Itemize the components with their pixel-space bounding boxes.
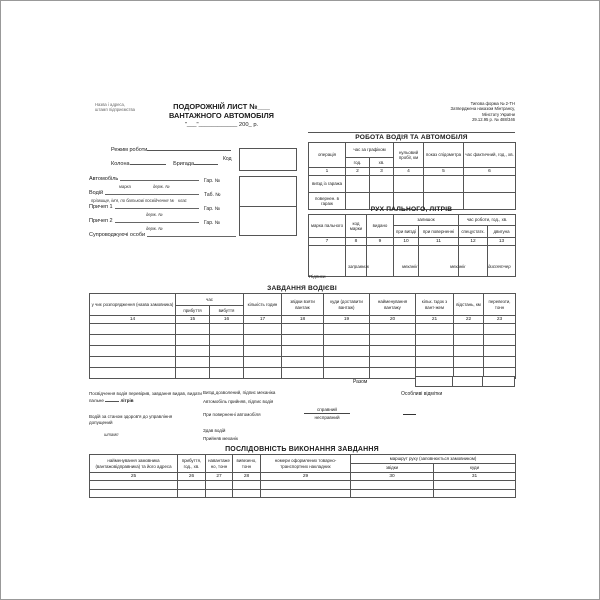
num-20: 20	[370, 316, 416, 324]
num-25: 25	[90, 473, 178, 481]
trailer2-label: Причеп 2	[89, 218, 113, 224]
sequence-empty-row	[90, 481, 516, 490]
work-header-row1	[309, 143, 516, 158]
code-label: Код	[223, 156, 232, 162]
driver-sub-name: прізвище, ім'я, по батькові	[91, 198, 145, 203]
sub-equipment: спецустатк.	[459, 226, 488, 238]
col-hours-count: кількість годин	[244, 294, 282, 316]
signature-mechanic-1: механік	[402, 264, 418, 269]
total-cell-distance	[452, 376, 483, 387]
col-loaded-tons: навантажено, тонн	[206, 455, 233, 473]
col-group-worktime: час роботи, год., хв.	[459, 215, 516, 226]
form-title-line1: ПОДОРОЖНІЙ ЛИСТ №___	[173, 102, 270, 111]
num-3: 3	[370, 168, 394, 176]
trailer1-sub-statenum: держ. №	[146, 212, 163, 217]
num-26: 26	[178, 473, 206, 481]
signature-refueler: заправник	[348, 264, 369, 269]
sequence-numbers-row	[90, 473, 516, 481]
driver-row	[89, 190, 199, 196]
work-table	[308, 142, 516, 210]
dispatcher-note	[89, 391, 202, 404]
vehicle-row	[89, 176, 199, 182]
codes-box-divider	[239, 206, 297, 207]
liters-label: літрів	[120, 397, 134, 403]
driver-sub-class: клас	[178, 198, 187, 203]
num-30: 30	[351, 473, 434, 481]
trailer1-garage-num-label: Гар. №	[204, 206, 221, 212]
num-18: 18	[282, 316, 324, 324]
num-14: 14	[90, 316, 176, 324]
num-1: 1	[309, 168, 346, 176]
trailer2-garage-num-label: Гар. №	[204, 220, 221, 226]
col-fuel-issued: видано	[367, 215, 394, 238]
fuel-numbers-row	[309, 238, 516, 246]
col-actual-time: час фактичний, год., хв.	[464, 143, 516, 168]
work-numbers-row	[309, 168, 516, 176]
col-arrival-time: прибуття, год., хв.	[178, 455, 206, 473]
task-table	[89, 293, 516, 379]
signature-dispatcher: диспетчер	[488, 264, 511, 269]
col-deliver-to: куди (доставити вантаж)	[324, 294, 370, 316]
col-speedometer: показ спідометра	[424, 143, 464, 168]
sub-route-to: куди	[434, 464, 516, 473]
num-28: 28	[233, 473, 261, 481]
vehicle-sub-statenum: держ. №	[153, 184, 170, 189]
stamp-note-line1: Назва і адреса,	[95, 102, 126, 107]
column-label: Колона	[111, 161, 130, 167]
col-distance: відстань, км	[454, 294, 484, 316]
row-return-label: повернен. в гараж	[309, 193, 346, 210]
fuel-table-title: РУХ ПАЛЬНОГО, ЛІТРІВ	[370, 206, 453, 213]
sub-minutes: хв.	[370, 158, 394, 168]
num-9: 9	[367, 238, 394, 246]
num-8: 8	[346, 238, 367, 246]
condition-ok: справний	[304, 407, 350, 414]
work-row-departure	[309, 176, 516, 193]
company-stamp-note	[95, 102, 157, 113]
task-numbers-row	[90, 316, 516, 324]
col-customer: найменування замовника (вантажовідправника) та його адреса	[90, 455, 178, 473]
col-operation: операція	[309, 143, 346, 168]
special-marks-label: Особливі відмітки	[401, 391, 443, 397]
form-reference-block	[391, 101, 515, 122]
code-box	[239, 148, 297, 171]
task-header-row1	[90, 294, 516, 306]
escort-label: Супроводжуючі особи	[89, 232, 146, 238]
sub-arrival: прибуття	[176, 306, 210, 316]
row-departure-label: виїзд із гаража	[309, 176, 346, 193]
fuel-header-row1	[309, 215, 516, 226]
driver-tab-num-label: Таб. №	[204, 192, 221, 198]
sequence-header-row1	[90, 455, 516, 464]
task-table-title: ЗАВДАННЯ ВОДІЄВІ	[267, 285, 337, 292]
sequence-empty-row	[90, 490, 516, 498]
form-title-block	[149, 102, 294, 128]
sub-route-from: звідки	[351, 464, 434, 473]
num-2: 2	[346, 168, 370, 176]
task-table-section	[89, 284, 515, 379]
sub-at-return: при поверненні	[419, 226, 459, 238]
form-title-line2: ВАНТАЖНОГО АВТОМОБІЛЯ	[169, 111, 274, 120]
condition-options	[304, 407, 350, 420]
col-group-schedule: час за графіком	[346, 143, 394, 158]
driver-sub-license: посвідчення №	[145, 198, 175, 203]
work-mode-row	[111, 146, 231, 154]
sub-departure: вибуття	[210, 306, 244, 316]
total-cell-trips	[415, 376, 453, 387]
stamp-placeholder: штамп	[104, 432, 119, 437]
num-16: 16	[210, 316, 244, 324]
work-table-title: РОБОТА ВОДІЯ ТА АВТОМОБІЛЯ	[308, 132, 515, 142]
sub-engine: двигуна	[488, 226, 516, 238]
form-date-line: "___"____________ 200_ р.	[184, 122, 259, 128]
driver-label: Водій	[89, 190, 104, 196]
num-6: 6	[464, 168, 516, 176]
vehicle-sub-make: марка	[119, 184, 131, 189]
signature-mechanic-2: механік	[450, 264, 466, 269]
fill-dash	[403, 414, 416, 415]
vehicle-garage-num-label: Гар. №	[204, 178, 221, 184]
health-note: Водій за станом здоров'я до управління допущений	[89, 414, 173, 425]
task-empty-row	[90, 357, 516, 368]
total-label: Разом	[353, 379, 368, 385]
exit-allowed-note: Виїзд дозволений, підпис механіка	[203, 390, 276, 395]
signatures-label: Підписи	[309, 274, 326, 279]
task-empty-row	[90, 324, 516, 335]
num-17: 17	[244, 316, 282, 324]
num-4: 4	[394, 168, 424, 176]
num-10: 10	[394, 238, 419, 246]
dispatcher-note-text: Посвідчення водія перевірив, завдання видав, видати пальне	[89, 391, 202, 403]
num-23: 23	[484, 316, 516, 324]
work-table-section	[308, 132, 515, 210]
work-mode-label: Режим роботи	[111, 147, 148, 153]
col-group-time: час	[176, 294, 244, 306]
num-31: 31	[434, 473, 516, 481]
task-empty-row	[90, 346, 516, 357]
total-cell-tons	[482, 376, 515, 387]
sub-hours: год.	[346, 158, 370, 168]
form-ref-line2: Затверджена наказом Мінтрансу,	[450, 106, 515, 112]
num-19: 19	[324, 316, 370, 324]
vehicle-accepted-note: Автомобіль прийняв, підпис водія	[203, 399, 274, 404]
num-5: 5	[424, 168, 464, 176]
brigade-label: Бригада	[173, 161, 195, 167]
num-15: 15	[176, 316, 210, 324]
trailer2-sub-statenum: держ. №	[146, 226, 163, 231]
sequence-table-section	[89, 445, 515, 498]
on-return-note: При поверненні автомобіля	[203, 412, 261, 417]
col-fuel-code: код марки	[346, 215, 367, 238]
col-tons: перевезти, тонн	[484, 294, 516, 316]
handed-over-note: Здав водій	[203, 428, 226, 433]
num-29: 29	[261, 473, 351, 481]
col-ttn-numbers: номери оформлених товарно-транспортних накладних	[261, 455, 351, 473]
num-22: 22	[454, 316, 484, 324]
form-ref-line4: 29.12.95 р. № 488/346	[472, 116, 515, 122]
col-load-from: звідки взяти вантаж	[282, 294, 324, 316]
num-21: 21	[416, 316, 454, 324]
num-12: 12	[459, 238, 488, 246]
trailer1-label: Причеп 1	[89, 204, 113, 210]
vehicle-label: Автомобіль	[89, 176, 119, 182]
form-ref-line3: Мінстату України	[482, 111, 515, 117]
stamp-note-line2: штамп підприємства	[95, 107, 135, 113]
task-empty-row	[90, 335, 516, 346]
col-zero-run: нульовий пробіг, км	[394, 143, 424, 168]
num-11: 11	[419, 238, 459, 246]
sequence-table-title: ПОСЛІДОВНІСТЬ ВИКОНАННЯ ЗАВДАННЯ	[225, 446, 379, 453]
condition-bad: несправний	[314, 415, 340, 420]
col-group-rest: залишок	[394, 215, 459, 226]
form-ref-line1: Типова форма № 2-ТН	[470, 101, 515, 106]
column-brigade-row	[111, 160, 218, 168]
num-13: 13	[488, 238, 516, 246]
col-fuel-brand: марка пального	[309, 215, 346, 238]
sub-at-departure: при виїзді	[394, 226, 419, 238]
sequence-table	[89, 454, 516, 498]
accepted-by-note: Прийняв механік	[203, 436, 238, 441]
col-trips-loaded: кільк. їздок з вант-жем	[416, 294, 454, 316]
fuel-signatures-row	[309, 246, 516, 277]
col-disposal: у чиє розпорядження (назва замовника)	[90, 294, 176, 316]
trailer2-row	[89, 218, 199, 224]
trailer1-row	[89, 204, 199, 210]
col-carried-tons: вивезено, тонн	[233, 455, 261, 473]
col-group-route: маршрут руху (заповнюється замовником)	[351, 455, 516, 464]
col-cargo-name: найменування вантажу	[370, 294, 416, 316]
escort-row	[89, 232, 236, 238]
num-7: 7	[309, 238, 346, 246]
num-27: 27	[206, 473, 233, 481]
